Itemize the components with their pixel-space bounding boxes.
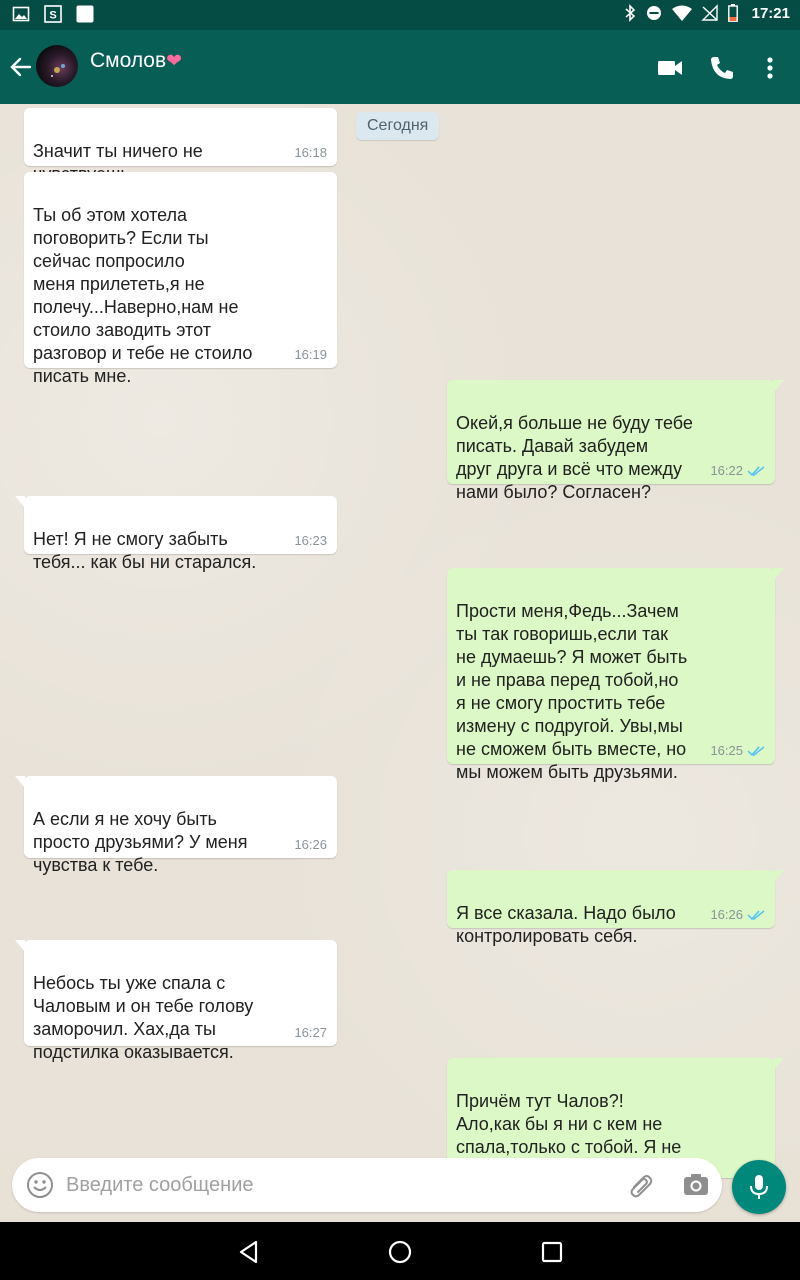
composer-pill bbox=[12, 1158, 722, 1212]
incoming-message[interactable] bbox=[24, 940, 337, 1062]
message-input[interactable] bbox=[66, 1170, 606, 1200]
outgoing-message[interactable] bbox=[447, 568, 775, 782]
home-circle-icon[interactable] bbox=[387, 1239, 413, 1265]
message-text: Значит ты ничего не bbox=[33, 141, 203, 161]
system-nav-bar bbox=[0, 1222, 800, 1280]
message-list[interactable] bbox=[0, 104, 800, 1157]
emoji-icon[interactable] bbox=[26, 1171, 54, 1199]
svg-text:S: S bbox=[49, 9, 57, 22]
read-ticks-icon bbox=[747, 909, 765, 921]
composer bbox=[0, 1152, 800, 1222]
battery-icon bbox=[728, 4, 738, 22]
message-text: Ты об этом хотела поговорить? Если ты сейчас попросило меня прилететь,я не полечу...Наверно,нам не стоило заводить этот разговор и тебе не стоило писать мне. bbox=[33, 205, 253, 386]
mic-icon bbox=[747, 1174, 771, 1200]
incoming-message[interactable] bbox=[24, 172, 337, 386]
video-call-icon[interactable] bbox=[656, 54, 684, 82]
gallery-icon bbox=[12, 5, 30, 23]
status-clock: 17:21 bbox=[751, 4, 790, 22]
incoming-message[interactable] bbox=[24, 108, 337, 166]
heart-icon: ❤ bbox=[166, 51, 183, 72]
message-text: Я все сказала. Надо было контролировать себя. bbox=[456, 903, 676, 946]
contact-name[interactable] bbox=[90, 49, 182, 73]
back-arrow-icon[interactable] bbox=[8, 54, 34, 80]
back-triangle-icon[interactable] bbox=[236, 1239, 262, 1265]
attach-paperclip-icon[interactable] bbox=[626, 1171, 656, 1201]
incoming-message[interactable] bbox=[24, 496, 337, 572]
phone-icon[interactable] bbox=[708, 54, 736, 82]
chat-header bbox=[0, 30, 800, 104]
outgoing-message[interactable] bbox=[447, 870, 775, 946]
message-time: 16:18 bbox=[294, 145, 327, 160]
message-time: 16:27 bbox=[294, 1025, 327, 1040]
dnd-icon bbox=[646, 5, 662, 21]
square-icon bbox=[76, 5, 94, 23]
message-text: Прости меня,Федь...Зачем ты так говоришь,если так не думаешь? Я может быть и не права перед тобой,но я не смогу простить тебе измену с подругой. Увы,мы не сможем быть вместе, но мы можем быть друзьями. bbox=[456, 601, 688, 782]
date-chip: Сегодня bbox=[356, 112, 439, 140]
avatar[interactable] bbox=[36, 45, 78, 87]
status-bar bbox=[0, 0, 800, 30]
message-time: 16:23 bbox=[294, 533, 327, 548]
message-text: Причём тут Чалов?! Ало,как бы я ни с кем не спала,только с тобой. Я не bbox=[456, 1091, 682, 1157]
message-time: 16:22 bbox=[710, 463, 743, 478]
recents-square-icon[interactable] bbox=[539, 1239, 565, 1265]
camera-icon[interactable] bbox=[682, 1171, 710, 1199]
message-text: А если я не хочу быть просто друзьями? У меня чувства к тебе. bbox=[33, 809, 248, 875]
message-text: Окей,я больше не буду тебе писать. Давай забудем друг друга и всё что между нами было? Согласен? bbox=[456, 413, 693, 502]
outgoing-message[interactable] bbox=[447, 380, 775, 502]
message-time: 16:19 bbox=[294, 347, 327, 362]
message-text: Небось ты уже спала с Чаловым и он тебе голову заморочил. Хах,да ты подстилка оказывается. bbox=[33, 973, 254, 1062]
bluetooth-icon bbox=[624, 4, 636, 22]
message-time: 16:25 bbox=[710, 743, 743, 758]
no-signal-icon bbox=[702, 5, 718, 21]
message-text: Нет! Я не смогу забыть тебя... как бы ни старался. bbox=[33, 529, 257, 572]
more-vert-icon[interactable] bbox=[756, 54, 784, 82]
incoming-message[interactable] bbox=[24, 776, 337, 875]
message-time: 16:26 bbox=[710, 907, 743, 922]
mic-button[interactable] bbox=[732, 1160, 786, 1214]
read-ticks-icon bbox=[747, 465, 765, 477]
s-badge-icon bbox=[44, 5, 62, 23]
wifi-icon bbox=[672, 5, 692, 21]
contact-name-text: Смолов bbox=[90, 49, 167, 72]
read-ticks-icon bbox=[747, 745, 765, 757]
message-time: 16:26 bbox=[294, 837, 327, 852]
